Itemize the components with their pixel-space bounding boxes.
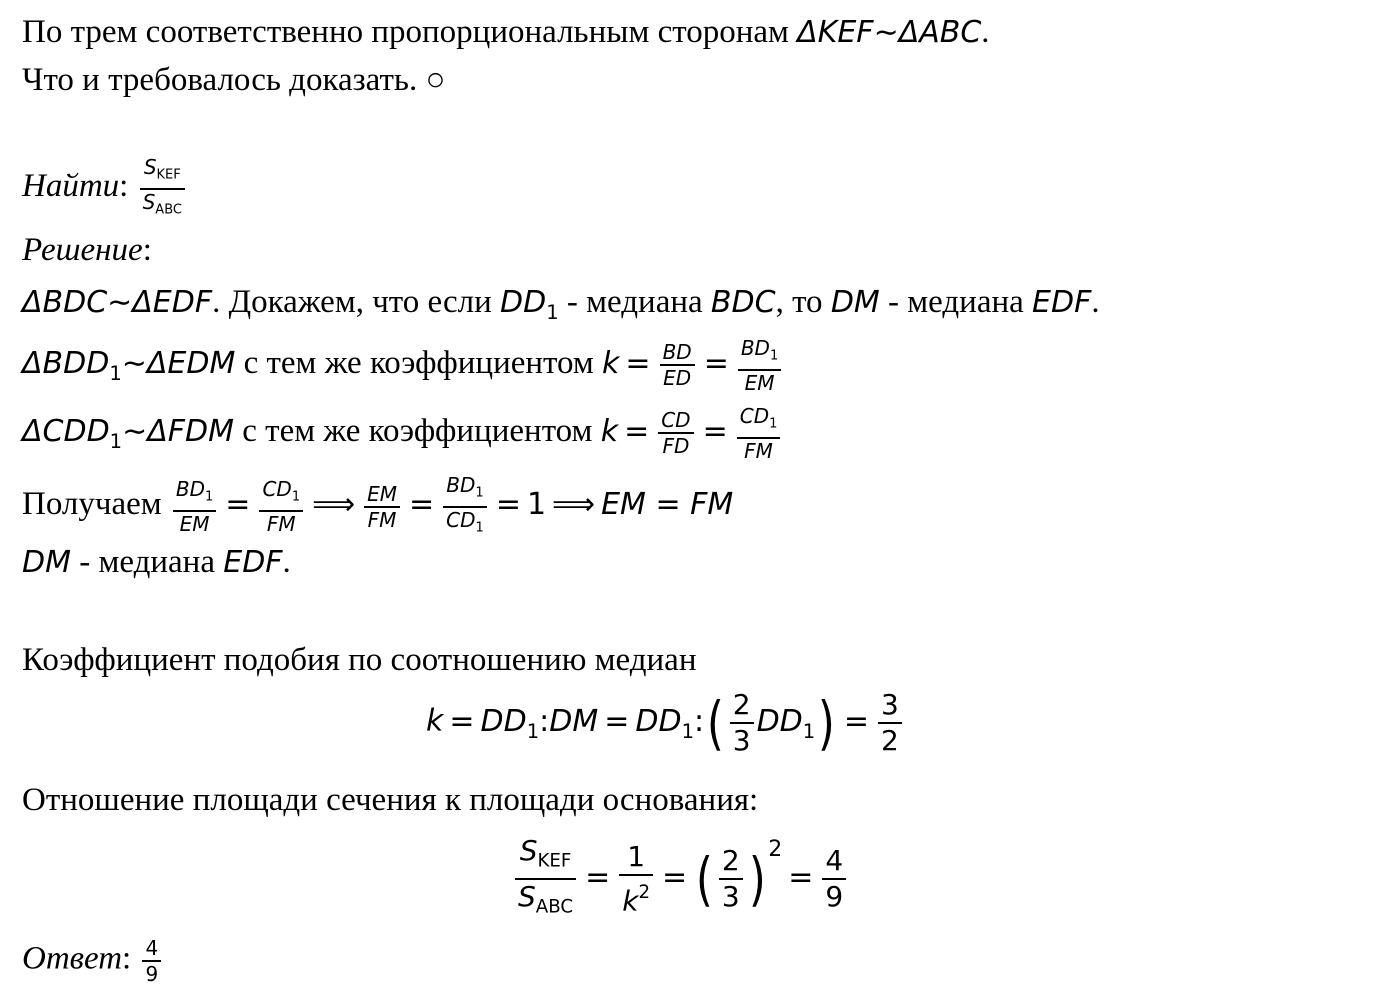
solution-heading — [22, 230, 152, 270]
answer-line — [22, 936, 164, 986]
math-expression: EDF — [1032, 285, 1092, 320]
math-expression: $DD_1$: — [635, 703, 705, 743]
numerator: $S_{KEF}$ — [140, 155, 185, 190]
text-line-result-em-fm — [22, 473, 733, 540]
equals-sign: = — [495, 487, 521, 523]
denominator: $S_{ABC}$ — [142, 189, 182, 218]
equals-sign: = — [409, 487, 435, 523]
fraction-two-thirds: $\frac{2}{3}$ — [719, 844, 743, 914]
math-expression: $\Delta CDD_1\sim\Delta FDM$ — [22, 413, 234, 453]
fraction: $\frac{EM}{FM}$ — [364, 482, 400, 532]
math-expression: $DD_1:DM$ — [480, 703, 599, 743]
implies-arrow: ⟹ — [312, 487, 356, 523]
text: Отношение площади сечения к площади основания: — [22, 782, 759, 818]
fraction: $\frac{CD_1}{FM}$ — [259, 477, 303, 536]
math-expression: ΔBDC∼ΔEDF — [22, 285, 213, 320]
equals-sign: = — [788, 859, 814, 895]
right-paren: ) — [818, 689, 836, 757]
equals-sign: = — [604, 703, 630, 739]
equals-sign: = — [702, 413, 728, 449]
equals-sign: = — [225, 487, 251, 523]
text-line-coefficient — [22, 640, 697, 680]
math-expression: EM = FM — [601, 487, 734, 523]
equals-sign: = — [703, 345, 729, 381]
equation-k-ratio — [426, 688, 905, 758]
colon: : — [142, 232, 152, 268]
math-k: k — [600, 413, 619, 449]
text-line-bdc-edf — [22, 282, 1100, 333]
text: с тем же коэффициентом — [234, 412, 601, 449]
text-line-cdd1-fdm — [22, 404, 783, 463]
math-expression: $\Delta BDD_1\sim\Delta EDM$ — [22, 345, 236, 385]
fraction-four-ninths: $\frac{4}{9}$ — [142, 936, 161, 986]
fraction-three-halves: $\frac{3}{2}$ — [878, 688, 902, 758]
equals-sign: = — [585, 859, 611, 895]
text: - медиана — [558, 284, 711, 320]
left-paren: ( — [706, 689, 724, 757]
text: - медиана — [879, 284, 1033, 320]
text: с тем же коэффициентом — [235, 344, 603, 381]
equation-area-ratio — [512, 830, 849, 925]
text: Коэффициент подобия по соотношению медиан — [22, 642, 697, 678]
text-line-area-ratio — [22, 780, 758, 820]
equals-sign: = — [624, 413, 650, 449]
math-expression: $DD_1$ — [756, 703, 816, 743]
find-label: Найти — [22, 168, 120, 205]
fraction-s-kef-over-s-abc — [140, 155, 185, 222]
math-expression: DM — [22, 545, 71, 580]
fraction: $\frac{BD_1}{EM}$ — [173, 477, 216, 536]
colon: : — [119, 168, 129, 205]
math-expression: ΔKEF∼ΔABC — [797, 15, 982, 50]
fraction-two-thirds: $\frac{2}{3}$ — [730, 688, 754, 758]
math-expression: BDC — [710, 285, 776, 320]
fraction-s-kef-over-s-abc: $\frac{S_{KEF}}{S_{ABC}}$ — [515, 834, 576, 925]
equals-sign: = — [843, 703, 869, 739]
fraction: $\frac{CD_1}{FM}$ — [737, 404, 781, 463]
math-k: k — [602, 345, 620, 381]
left-paren: ( — [696, 845, 713, 914]
fraction: $\frac{CD}{FD}$ — [658, 408, 693, 458]
fraction-one-over-k-squared: $\frac{1}{k^2}$ — [619, 840, 653, 919]
right-paren: ) — [748, 845, 766, 914]
equals-sign: = — [662, 859, 688, 895]
math-expression: DM — [830, 285, 880, 320]
answer-label: Ответ — [22, 940, 123, 977]
text-line-qed — [22, 60, 445, 100]
fraction-four-ninths: $\frac{4}{9}$ — [822, 844, 846, 914]
implies-arrow: ⟹ — [552, 487, 596, 523]
text: . Докажем, что если — [212, 284, 501, 320]
fraction: $\frac{BD_1}{EM}$ — [738, 336, 781, 395]
text: . — [981, 14, 990, 50]
text: По трем соответственно пропорциональным сторонам — [22, 14, 798, 50]
text: Что и требовалось доказать. ○ — [22, 62, 446, 98]
equals-sign: = — [625, 345, 651, 381]
exponent: 2 — [768, 837, 783, 862]
colon: : — [122, 940, 132, 977]
equals-sign: = — [449, 703, 475, 739]
math-expression: EDF — [223, 545, 283, 580]
text: - медиана — [70, 544, 224, 580]
text-line-bdd1-edm — [22, 336, 784, 395]
find-line — [22, 155, 188, 222]
text-line-similarity-kef-abc — [22, 12, 990, 53]
text: . — [1091, 284, 1100, 320]
text: Получаем — [22, 486, 170, 523]
number-one: 1 — [526, 487, 547, 523]
fraction: $\frac{BD_1}{CD_1}$ — [443, 473, 487, 540]
solution-label: Решение — [22, 232, 143, 268]
text: . — [282, 544, 291, 580]
text: , то — [775, 284, 831, 320]
text-line-dm-median — [22, 542, 291, 583]
math-k: k — [426, 703, 444, 739]
math-expression: $DD_1$ — [500, 285, 559, 324]
fraction: $\frac{BD}{ED}$ — [660, 340, 695, 390]
